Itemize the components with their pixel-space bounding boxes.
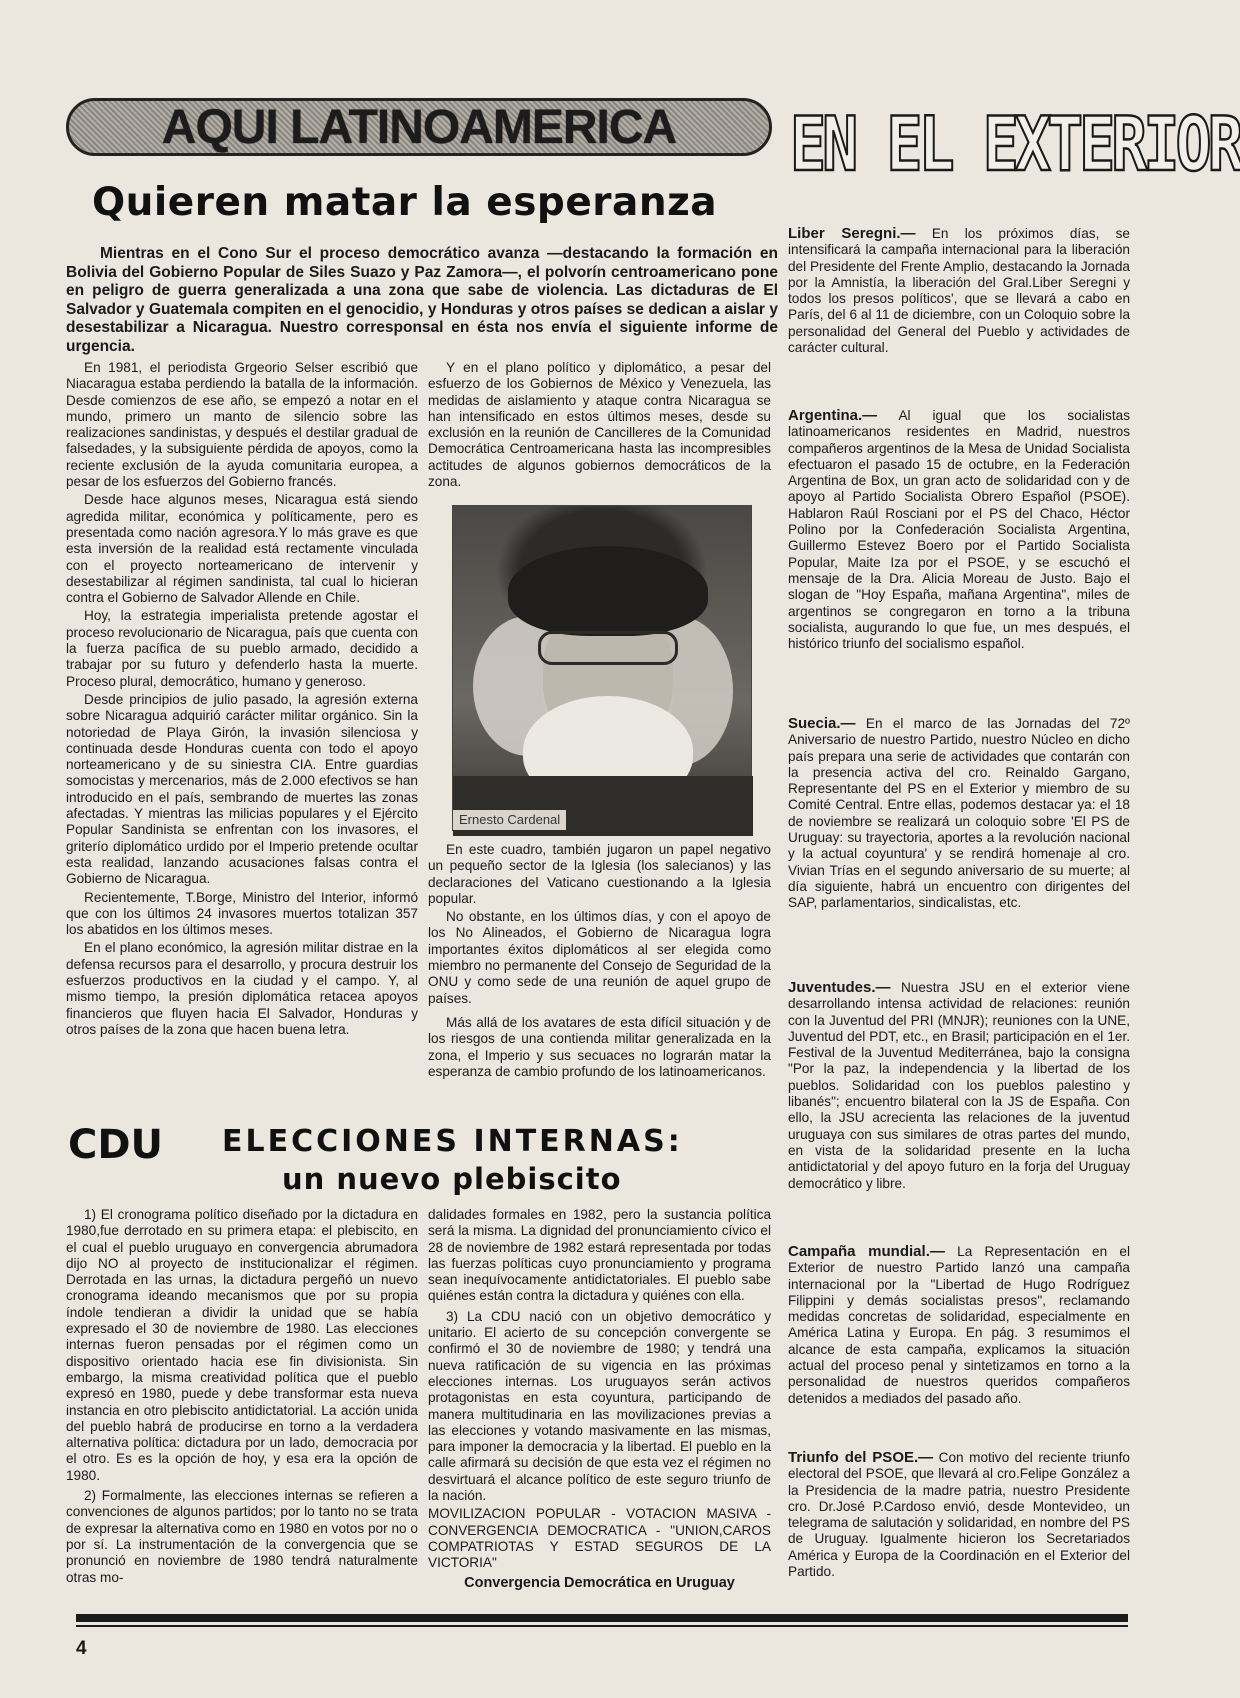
paragraph: En 1981, el periodista Grgeorio Selser escribió que Niacaragua estaba perdiendo la batalla de la información. Desde comienzos de ese año, se empezó a notar en el mundo, primero un manto de silencio sobre las realizaciones sandinistas, y después el destilar gradual de falsedades, y la subsiguiente pérdida de apoyos, como la reciente exclusión de la ayuda comunitaria europea, a pesar de los esfuerzos del Gobierno francés. — [66, 360, 418, 490]
sidebar-text: En los próximos días, se intensificará la campaña internacional para la liberación del Presidente del Frente Amplio, destacando la Jornada por la Amnistía, la liberación del Gral.Liber Seregni y todos los presos políticos', que se llevará a cabo en París, del 6 al 11 de diciembre, con un Coloquio sobre la personalidad del General del Pueblo y actividades de carácter cultural. — [788, 226, 1130, 356]
sidebar-item-psoe — [788, 1450, 1130, 1582]
paragraph: Desde hace algunos meses, Nicaragua está siendo agredida militar, económica y políticamente, pero es presentada como nación agresora.Y lo más grave es que esta inversión de la realidad está rectamente vinculada con el proyecto norteamericano de intervenir y desestabilizar al régimen sandinista, tal cual lo hicieran contra el Gobierno de Salvador Allende en Chile. — [66, 492, 418, 606]
paragraph: Recientemente, T.Borge, Ministro del Interior, informó que con los últimos 24 invasores muertos totalizan 357 los abatidos en los últimos meses. — [66, 889, 418, 938]
paragraph: Hoy, la estrategia imperialista pretende agostar el proceso revolucionario de Nicaragua, país que cuenta con la fuerza pacífica de su pueblo armado, decidido a trabajar por su futuro y defenderlo hasta la muerte. Proceso plural, democrático, humano y generoso. — [66, 608, 418, 689]
sidebar-text: Con motivo del reciente triunfo electoral del PSOE, que llevará al cro.Felipe González a la Presidencia de la madre patria, nuestro Presidente cro. Dr.José P.Cardoso envió, desde Montevideo, un telegrama de salutación y solidaridad, en nombre del PS de Uruguay. Igualmente hicieron los Secretariados América y Europa de la Coordinación en el Exterior del Partido. — [788, 1450, 1130, 1580]
article-column-2-top — [428, 360, 771, 492]
article2-kicker: CDU — [68, 1122, 164, 1168]
sidebar-text: Al igual que los socialistas latinoamericanos residentes en Madrid, nuestros compañeros argentinos de la Mesa de Unidad Socialista efectuaron el pasado 15 de octubre, en la Federación Argentina de Box, un gran acto de solidaridad con y de apoyo al Partido Socialista Obrero Español (PSOE). Hablaron Raúl Rosciani por el PS del Chaco, Héctor Polino por la Confederación Socialista Argentina, Guillermo Estevez Boero por el Partido Socialista Popular, Maite Iza por el PSOE, y se escuchó el mensaje de la Dra. Alicia Moreau de Justo. Bajo el slogan de "Hoy España, mañana Argentina", miles de argentinos se congregaron en torno a la tribuna socialista, augurando lo que fue, un mes después, el histórico triunfo del socialismo español. — [788, 408, 1130, 652]
page-number: 4 — [76, 1638, 87, 1659]
article-column-2-bottom — [428, 842, 771, 1082]
article2-column-1 — [66, 1207, 418, 1588]
sidebar-item-campana — [788, 1244, 1130, 1409]
footer-rule-thin — [76, 1625, 1128, 1627]
article2-title: ELECCIONES INTERNAS: — [222, 1124, 683, 1159]
paragraph: 3) La CDU nació con un objetivo democrático y unitario. El acierto de su concepción convergente se confirmó el 30 de noviembre de 1980; y tendrá una nueva ratificación de su vigencia en las próximas elecciones internas. Los uruguayos serán activos protagonistas en esta coyuntura, participando de manera multitudinaria en las movilizaciones previas a las elecciones y votando masivamente en las mismas, para imponer la democracia y la libertad. El pueblo en la calle afirmará su decisión de que esta vez el régimen no desvirtuará el alcance político de este seguro triunfo de la nación. — [428, 1308, 771, 1504]
article-title: Quieren matar la esperanza — [92, 180, 718, 225]
sidebar-heading: Liber Seregni.— — [788, 225, 916, 242]
sidebar-text: En el marco de las Jornadas del 72º Aniversario de nuestro Partido, nuestro Núcleo en dicho país prepara una serie de actividades que contarán con la presencia activa del cro. Reinaldo Gargano, Representante del PS en el Exterior y miembro de su Comité Central. Entre ellas, podemos destacar ya: el 18 de noviembre se realizará un coloquio sobre 'El PS de Uruguay: su trayectoria, aportes a la revolución nacional y la actual coyuntura' y se rendirá homenaje al cro. Vivian Trías en el segundo aniversario de su muerte; al día siguiente, habrá un encuentro con dirigentes del SAP, parlamentarios, sindicalistas, etc. — [788, 716, 1130, 911]
sidebar-heading: Argentina.— — [788, 407, 878, 424]
paragraph: No obstante, en los últimos días, y con el apoyo de los No Alineados, el Gobierno de Nicaragua logra importantes éxitos diplomáticos al ser elegida como miembro no permanente del Consejo de Seguridad de la ONU y como sede de una reunión de aquel grupo de países. — [428, 909, 771, 1006]
slogan: MOVILIZACION POPULAR - VOTACION MASIVA - CONVERGENCIA DEMOCRATICA - "UNION,CAROS COMPATRIOTAS Y ESTAD SEGUROS DE LA VICTORIA" — [428, 1506, 771, 1571]
section-title-exterior: EN EL EXTERIOR — [790, 101, 1240, 189]
paragraph: dalidades formales en 1982, pero la sustancia política será la misma. La dignidad del pronunciamiento cívico el 28 de noviembre de 1982 estará representada por todas las fuerzas políticas cuyo pronunciamiento y programa sean inequívocamente antidictatoriales. El pueblo sabe quiénes están contra la dictadura y quiénes con ella. — [428, 1207, 771, 1304]
photo-caption: Ernesto Cardenal — [453, 810, 566, 830]
banner-title: AQUI LATINOAMERICA — [161, 100, 677, 154]
footer-rule — [76, 1614, 1128, 1622]
article2-signature: Convergencia Democrática en Uruguay — [464, 1574, 735, 1591]
sidebar-heading: Triunfo del PSOE.— — [788, 1449, 934, 1466]
portrait-photo — [452, 505, 752, 831]
sidebar-heading: Suecia.— — [788, 715, 856, 732]
sidebar-heading: Juventudes.— — [788, 979, 891, 996]
section-banner — [66, 98, 772, 156]
sidebar-heading: Campaña mundial.— — [788, 1243, 945, 1260]
sidebar-text: La Representación en el Exterior de nuestro Partido lanzó una campaña internacional por la "Libertad de Hugo Rodríguez Filippini y demás socialistas presos", reclamando medidas concretas de solidaridad, especialmente en América Latina y Europa. En pág. 3 resumimos el alcance de esta campaña, explicamos la situación actual del proceso penal y sintetizamos en torno a la personalidad de nuestros queridos compañeros detenidos a mediados del pasado año. — [788, 1244, 1130, 1406]
paragraph: En este cuadro, también jugaron un papel negativo un pequeño sector de la Iglesia (los salecianos) y las declaraciones del Vaticano cuestionando a la Iglesia popular. — [428, 842, 771, 906]
article-column-1 — [66, 360, 418, 1040]
sidebar-text: Nuestra JSU en el exterior viene desarrollando intensa actividad de relaciones: reunión con la Juventud del PRI (MNJR); reuniones con la UNE, Juventud del PDT, etc., en Brasil; participación en el 1er. Festival de la Juventud Mediterránea, bajo la consigna "Por la paz, la independencia y la libertad de los pueblos. Solidaridad con los pueblos palestino y libanés"; encuentro bilateral con la JS de España. Con ello, la JSU acrecienta las relaciones de la juventud uruguaya con sus similares de otras partes del mundo, en vista de la solidaridad presente en la lucha antidictatorial y del apoyo futuro en la forja del Uruguay democrático y libre. — [788, 980, 1130, 1191]
article-lead: Mientras en el Cono Sur el proceso democrático avanza —destacando la formación en Bolivia del Gobierno Popular de Siles Suazo y Paz Zamora—, el polvorín centroamericano pone en peligro de guerra generalizada a una zona que sabe de violencia. Las dictaduras de El Salvador y Guatemala compiten en el genocidio, y Honduras y otros países se dedican a aislar y desestabilizar a Nicaragua. Nuestro corresponsal en ésta nos envía el siguiente informe de urgencia. — [66, 245, 778, 355]
paragraph: 2) Formalmente, las elecciones internas se refieren a convenciones de algunos partidos; por lo tanto no se trata de expresar la alternativa como en 1980 en votos por no o por sí. La instrumentación de la convergencia que se pronunció en noviembre de 1980 tendrá naturalmente otras mo- — [66, 1488, 418, 1585]
paragraph: Desde principios de julio pasado, la agresión externa sobre Nicaragua adquirió carácter militar orgánico. Sin la notoriedad de Playa Girón, la invasión silenciosa y continuada desde Honduras cuenta con todo el apoyo norteamericano y de su siniestra CIA. Entre guardias somocistas y mercenarios, más de 2.000 efectivos se han introducido en el país, sembrando de muertes las zonas afectadas. Y mientras las milicias populares y el Ejército Popular Sandinista se enfrentan con los invasores, el griterío diplomático urdido por el Imperio pretende ocultar esta realidad, lanzando acusaciones falsas contra el Gobierno de Nicaragua. — [66, 691, 418, 887]
paragraph: Más allá de los avatares de esta difícil situación y de los riesgos de una contienda militar generalizada en la zona, el Imperio y sus secuaces no lograrán matar la esperanza de cambio profundo de los latinoamericanos. — [428, 1014, 771, 1079]
sidebar-item-argentina — [788, 408, 1130, 654]
paragraph: En el plano económico, la agresión militar distrae en la defensa recursos para el desarrollo, y procura destruir los esfuerzos productivos en la ciudad y el campo. Y, al mismo tiempo, la presión diplomática retacea apoyos financieros que fluyen hacia El Salvador, Honduras y otros países de la zona que hacen buena letra. — [66, 940, 418, 1037]
sidebar-item-juventudes — [788, 980, 1130, 1194]
article2-subtitle: un nuevo plebiscito — [282, 1162, 622, 1196]
article2-column-2 — [428, 1207, 771, 1593]
sidebar-item-seregni — [788, 226, 1130, 358]
paragraph: 1) El cronograma político diseñado por la dictadura en 1980,fue derrotado en su primera etapa: el plebiscito, en el cual el pueblo uruguayo en convergencia abrumadora dijo NO al proyecto de institucionalizar el régimen. Derrotada en las urnas, la dictadura pergeñó un nuevo cronograma ideando mecanismos que por su propia índole tendieran a dividir la unidad que se había expresado el 30 de noviembre de 1980. Las elecciones internas fueron pensadas por el régimen como un dispositivo orientado hacia ese fin divisionista. Sin embargo, la misma creatividad política que el pueblo expresó en 1980, puede y debe transformar esta nueva instancia en otro plebiscito antidictatorial. La acción unida del pueblo habrá de producirse en torno a la verdadera alternativa política: dictadura por un lado, democracia por el otro. Es es la opción de hoy, y esa era la opción de 1980. — [66, 1207, 418, 1483]
sidebar-item-suecia — [788, 716, 1130, 914]
paragraph: Y en el plano político y diplomático, a pesar del esfuerzo de los Gobiernos de México y Venezuela, las medidas de aislamiento y ataque contra Nicaragua se han intensificado en estos últimos meses, desde su exclusión en la reunión de Cancilleres de la Comunidad Democrática Centroamericana hasta las incompresibles actitudes de algunos gobiernos democráticos de la zona. — [428, 360, 771, 490]
